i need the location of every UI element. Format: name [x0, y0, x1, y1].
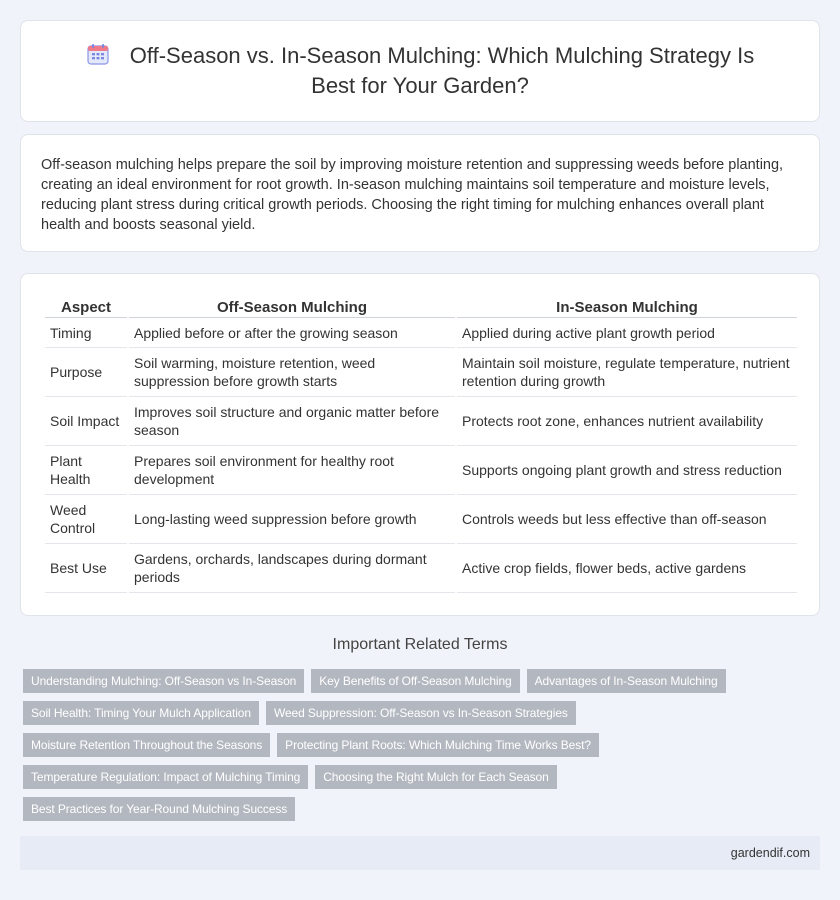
row-off-season: Prepares soil environment for healthy root development — [129, 446, 455, 495]
table-header-row — [45, 296, 797, 318]
related-term-tag[interactable]: Advantages of In-Season Mulching — [527, 669, 726, 693]
title-card — [20, 20, 820, 122]
row-aspect: Plant Health — [45, 446, 127, 495]
comparison-table-card — [20, 273, 820, 616]
row-in-season: Applied during active plant growth period — [457, 318, 797, 348]
related-term-tag[interactable]: Soil Health: Timing Your Mulch Application — [23, 701, 259, 725]
row-off-season: Long-lasting weed suppression before growth — [129, 495, 455, 544]
row-in-season: Controls weeds but less effective than off-season — [457, 495, 797, 544]
row-off-season: Gardens, orchards, landscapes during dormant periods — [129, 544, 455, 593]
header-aspect: Aspect — [45, 296, 127, 318]
row-aspect: Best Use — [45, 544, 127, 593]
row-off-season: Improves soil structure and organic matter before season — [129, 397, 455, 446]
row-off-season: Applied before or after the growing season — [129, 318, 455, 348]
page-title-wrap — [61, 41, 779, 101]
related-term-tag[interactable]: Key Benefits of Off-Season Mulching — [311, 669, 519, 693]
footer-site-link[interactable]: gardendif.com — [730, 846, 810, 860]
calendar-icon — [86, 42, 110, 66]
row-in-season: Protects root zone, enhances nutrient availability — [457, 397, 797, 446]
header-off-season: Off-Season Mulching — [129, 296, 455, 318]
table-row — [45, 348, 797, 397]
row-off-season: Soil warming, moisture retention, weed suppression before growth starts — [129, 348, 455, 397]
row-in-season: Maintain soil moisture, regulate temperature, nutrient retention during growth — [457, 348, 797, 397]
row-aspect: Weed Control — [45, 495, 127, 544]
row-aspect: Soil Impact — [45, 397, 127, 446]
row-in-season: Active crop fields, flower beds, active gardens — [457, 544, 797, 593]
comparison-table — [43, 296, 799, 593]
row-aspect: Purpose — [45, 348, 127, 397]
related-term-tag[interactable]: Protecting Plant Roots: Which Mulching Time Works Best? — [277, 733, 599, 757]
row-in-season: Supports ongoing plant growth and stress reduction — [457, 446, 797, 495]
table-row — [45, 318, 797, 348]
header-in-season: In-Season Mulching — [457, 296, 797, 318]
related-terms-list — [23, 669, 813, 821]
related-term-tag[interactable]: Moisture Retention Throughout the Seasons — [23, 733, 270, 757]
footer — [20, 836, 820, 870]
related-term-tag[interactable]: Best Practices for Year-Round Mulching Success — [23, 797, 295, 821]
intro-card — [20, 134, 820, 252]
related-terms-title: Important Related Terms — [332, 636, 508, 653]
page-title: Off-Season vs. In-Season Mulching: Which Mulching Strategy Is Best for Your Garden? — [129, 43, 755, 98]
intro-text: Off-season mulching helps prepare the soil by improving moisture retention and suppressing weeds before planting, creating an ideal environment for root growth. In-season mulching maintains soil temperature and moisture levels, reducing plant stress during critical growth periods. Choosing the right timing for mulching enhances overall plant health and boosts seasonal yield. — [41, 157, 784, 233]
table-row — [45, 495, 797, 544]
table-row — [45, 544, 797, 593]
table-row — [45, 397, 797, 446]
related-term-tag[interactable]: Temperature Regulation: Impact of Mulching Timing — [23, 765, 308, 789]
related-term-tag[interactable]: Weed Suppression: Off-Season vs In-Season Strategies — [266, 701, 576, 725]
row-aspect: Timing — [45, 318, 127, 348]
related-term-tag[interactable]: Choosing the Right Mulch for Each Season — [315, 765, 556, 789]
table-row — [45, 446, 797, 495]
related-term-tag[interactable]: Understanding Mulching: Off-Season vs In-Season — [23, 669, 304, 693]
